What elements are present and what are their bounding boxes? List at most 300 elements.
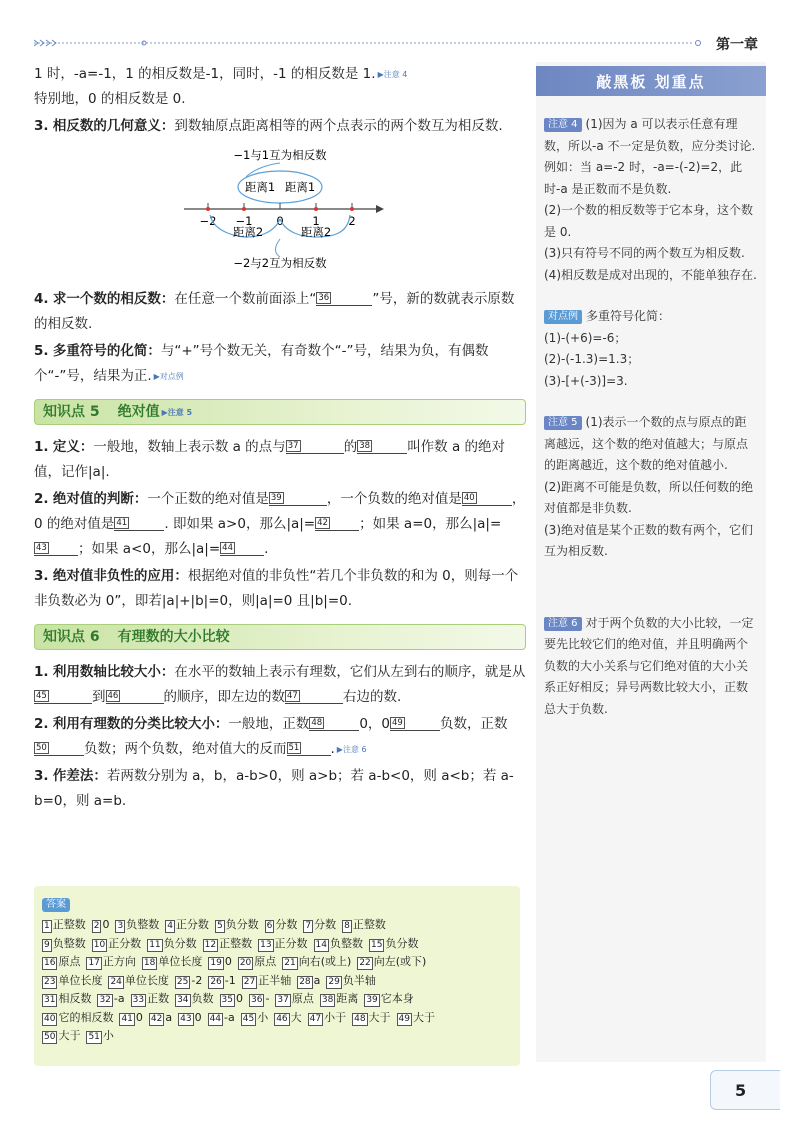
answer-key: 28 [299, 976, 311, 987]
blank-number: 45 [36, 691, 47, 701]
blank-number: 43 [36, 543, 47, 553]
answer-key: 3 [117, 921, 124, 931]
answer-item [342, 916, 386, 935]
fill-blank[interactable] [316, 291, 372, 306]
item-title: 相反数的几何意义： [52, 118, 175, 134]
fill-blank[interactable] [106, 689, 164, 704]
answer-key: 44 [209, 1013, 222, 1024]
answer-item [42, 916, 86, 935]
note-4-line-3: (3)只有符号不同的两个数互为相反数. [544, 246, 745, 260]
answer-row [42, 935, 512, 954]
item-number: 3. [34, 568, 49, 584]
page-footer [710, 1070, 780, 1110]
item-number: 3. [34, 118, 49, 134]
fill-blank[interactable] [34, 541, 78, 556]
item-text: ，一个负数的绝对值是 [326, 491, 462, 507]
answer-row [42, 972, 512, 991]
answer-key: 35 [221, 995, 233, 1005]
answer-value: 负半轴 [342, 973, 376, 987]
answer-value: 大于 [413, 1010, 435, 1024]
answer-key: 22 [359, 958, 371, 968]
answer-item [115, 916, 159, 935]
answer-value: 单位长度 [124, 973, 169, 987]
fill-blank[interactable] [220, 541, 264, 556]
answer-key: 20 [239, 958, 252, 968]
dist-left-bottom: 距离2 [232, 225, 264, 239]
abs-item-2 [34, 487, 526, 562]
answer-rows [42, 916, 512, 1046]
note-5-line-3: (3)绝对值是某个正数的数有两个，它们互为相反数. [544, 522, 753, 558]
fill-blank[interactable] [390, 716, 440, 731]
answer-item [42, 1009, 113, 1028]
answer-key: 9 [44, 939, 50, 950]
blank-number: 48 [311, 718, 323, 728]
answer-value: 它本身 [380, 992, 414, 1005]
answer-value: 小于 [324, 1010, 347, 1024]
answer-key: 10 [93, 939, 106, 950]
answer-item [203, 935, 252, 954]
note-4-tag: 注意 4 [544, 118, 582, 132]
note-ref[interactable]: ▶注意 6 [336, 745, 367, 754]
answer-item [108, 972, 168, 991]
item-text: 的顺序，即左边的数 [163, 689, 285, 705]
note-6-text: 对于两个负数的大小比较，一定要先比较它们的绝对值，并且明确两个负数的大小关系与它们绝对值的大小关系正好相反；异号两数比较大小，正数总大于负数. [544, 615, 754, 716]
answer-item [274, 1009, 301, 1028]
fill-blank[interactable] [286, 439, 344, 454]
item-text: 与“+”号个数无关，有奇数个“-”号，结果为负，有偶数个“-”号，结果为正. [34, 343, 489, 384]
answer-value: 正数 [147, 992, 170, 1005]
answer-key: 25 [176, 976, 189, 987]
answer-value: -2 [191, 973, 203, 987]
intro-line-1: 1 时，-a=-1，1 的相反数是-1，同时，-1 的相反数是 1. [34, 66, 376, 82]
answer-key: 33 [132, 995, 145, 1005]
bottom-bracket-curve [276, 239, 281, 257]
fill-blank[interactable] [309, 716, 359, 731]
answer-key: 42 [150, 1013, 163, 1024]
blank-number: 42 [317, 518, 328, 528]
tick-label-2: 2 [348, 214, 356, 228]
fill-blank[interactable] [285, 689, 343, 704]
answer-key: 4 [167, 921, 173, 931]
answer-item [86, 953, 135, 972]
item-5 [34, 339, 526, 389]
answer-value: 分数 [275, 918, 298, 931]
abs-item-3 [34, 564, 526, 614]
dist-left-top: 距离1 [244, 180, 276, 194]
answer-value: 负整数 [330, 936, 363, 950]
item-text: 一般地，正数 [228, 716, 310, 732]
answer-item [364, 990, 413, 1009]
answer-item [208, 953, 231, 972]
blank-number: 40 [463, 493, 475, 503]
item-text: ；如果 a<0，那么|a|= [78, 541, 221, 557]
answer-key: 32 [99, 995, 111, 1005]
blank-number: 46 [107, 691, 119, 701]
main-content [34, 62, 526, 816]
item-text: 右边的数. [343, 689, 402, 705]
answer-value: 单位长度 [58, 973, 103, 987]
item-text: 若两数分别为 a，b，a-b>0，则 a>b；若 a-b<0，则 a<b；若 a-b=0，则 a=b. [34, 768, 514, 809]
tick-label-neg1: −1 [235, 214, 253, 228]
item-text: 一般地，数轴上表示数 a 的点与 [93, 439, 286, 455]
item-title: 利用有理数的分类比较大小： [52, 716, 229, 732]
answer-value: 正方向 [102, 955, 136, 968]
sidebar-body [536, 96, 766, 720]
item-text: ”号，新的数就表示原数的相反数. [34, 291, 515, 332]
kp-name: 有理数的大小比较 [117, 628, 230, 645]
item-text: 在任意一个数前面添上“ [174, 291, 317, 307]
item-title: 绝对值的判断： [52, 491, 148, 507]
answer-key: 34 [177, 995, 189, 1005]
note-6-tag: 注意 6 [544, 617, 582, 631]
figure-bottom-label: −2与2互为相反数 [233, 256, 327, 270]
sidebar [536, 62, 766, 1062]
fill-blank[interactable] [114, 516, 164, 531]
item-title: 绝对值非负性的应用： [52, 568, 188, 584]
answer-item [178, 1009, 201, 1028]
answer-item [119, 1009, 142, 1028]
item-text: 的 [343, 439, 358, 455]
item-title: 多重符号的化简： [52, 343, 161, 359]
answer-row [42, 1009, 512, 1028]
item-text: 到 [92, 689, 106, 705]
answer-value: 正整数 [352, 918, 386, 931]
answer-key: 2 [93, 921, 100, 931]
blank-number: 38 [359, 441, 371, 451]
item-text: 一个正数的绝对值是 [147, 491, 269, 507]
item-text: 负数，正数 [440, 716, 508, 732]
answer-value: 大于 [368, 1010, 391, 1024]
answer-value: 正整数 [52, 918, 86, 931]
chapter-title: 第一章 [716, 37, 758, 53]
fill-blank[interactable] [269, 491, 327, 506]
answer-key: 49 [398, 1013, 410, 1024]
item-text: . 即如果 a>0，那么|a|= [164, 516, 316, 532]
fill-blank[interactable] [34, 741, 84, 756]
item-title: 利用数轴比较大小： [52, 664, 175, 680]
cmp-item-2 [34, 712, 526, 762]
answer-key: 5 [216, 921, 223, 931]
answer-value: 负整数 [126, 918, 160, 931]
note-4-line-1: (1)因为 a 可以表示任意有理数，所以-a 不一定是负数，应分类讨论. 例如：当 a=-2 时，-a=-(-2)=2，此时-a 是正数而不是负数. [544, 117, 756, 196]
tick-label-neg2: −2 [199, 214, 217, 228]
answer-item [147, 935, 196, 954]
answer-item [241, 1009, 268, 1028]
item-text: ，0 的绝对值是 [34, 491, 526, 532]
note-5-line-1: (1)表示一个数的点与原点的距离越远，这个数的绝对值越大；与原点的距离越近，这个数的绝对值越小. [544, 415, 749, 472]
kp-number: 知识点 5 [43, 403, 100, 420]
answer-key: 12 [204, 939, 217, 950]
answer-value: 0 [235, 992, 243, 1005]
answer-key: 47 [309, 1013, 322, 1024]
blank-number: 37 [287, 441, 299, 451]
note-6 [544, 613, 758, 721]
item-title: 作差法： [52, 768, 107, 784]
answer-item [42, 953, 80, 972]
item-number: 3. [34, 768, 49, 784]
answer-item [149, 1009, 172, 1028]
note-4-line-2: (2)一个数的相反数等于它本身，这个数是 0. [544, 203, 753, 239]
answer-value: -a [113, 992, 125, 1005]
answer-item [142, 953, 202, 972]
answer-value: 0 [135, 1010, 143, 1024]
answer-key: 50 [44, 1032, 56, 1042]
answer-key: 37 [277, 995, 289, 1005]
intro-line-2: 特别地，0 的相反数是 0. [34, 91, 186, 107]
answer-key: 14 [315, 939, 327, 950]
answer-value: 小 [257, 1010, 269, 1024]
answer-item [308, 1009, 346, 1028]
blank-number: 47 [287, 691, 298, 701]
knowledge-point-5-header [34, 399, 526, 425]
note-4 [544, 114, 758, 286]
knowledge-point-6-header [34, 624, 526, 650]
answer-value: 正分数 [274, 936, 308, 950]
answer-key: 21 [284, 958, 296, 968]
answer-item [258, 935, 307, 954]
answer-value: 距离 [336, 992, 359, 1005]
answer-item [97, 990, 124, 1009]
answer-row [42, 916, 512, 935]
answer-item [242, 972, 291, 991]
answer-item [352, 1009, 390, 1028]
answer-value: a [313, 973, 321, 987]
answer-item [314, 935, 363, 954]
answer-value: 原点 [291, 992, 314, 1005]
abs-item-1 [34, 435, 526, 485]
intro-paragraph [34, 62, 526, 112]
answer-item [208, 972, 235, 991]
answer-key: 1 [44, 921, 50, 931]
blank-number: 50 [36, 743, 47, 753]
answer-item [320, 990, 358, 1009]
answer-value: -1 [224, 973, 236, 987]
item-number: 1. [34, 664, 49, 680]
fill-blank[interactable] [287, 741, 331, 756]
fill-blank[interactable] [315, 516, 359, 531]
item-4 [34, 287, 526, 337]
blank-number: 44 [222, 543, 233, 553]
answer-key: 39 [366, 995, 378, 1005]
item-text: . [330, 741, 335, 757]
answer-value: 大 [290, 1010, 302, 1024]
item-title: 定义： [52, 439, 94, 455]
answer-item [326, 972, 375, 991]
number-line-figure [34, 141, 526, 281]
answer-row [42, 990, 512, 1009]
item-number: 5. [34, 343, 49, 359]
answer-item [42, 1027, 80, 1046]
note-5 [544, 412, 758, 563]
answer-item [42, 990, 91, 1009]
number-line-svg [34, 141, 526, 281]
answer-item [175, 972, 202, 991]
answer-value: 正半轴 [258, 973, 292, 987]
item-text: 0，0 [359, 716, 391, 732]
answer-key: 51 [88, 1032, 100, 1042]
answer-value: a [165, 1010, 173, 1024]
item-text: 根据绝对值的非负性“若几个非负数的和为 0，则每一个非负数必为 0”，即若|a|+|b|=0，则|a|=0 且|b|=0. [34, 568, 519, 609]
kp-name: 绝对值 [117, 403, 160, 420]
item-text: 在水平的数轴上表示有理数，它们从左到右的顺序，就是从 [174, 664, 526, 680]
answer-item [42, 935, 86, 954]
answer-value: 0 [194, 1010, 202, 1024]
cmp-item-1 [34, 660, 526, 710]
blank-number: 49 [392, 718, 403, 728]
answer-value: 向右(或上) [298, 955, 352, 968]
answer-item [357, 953, 426, 972]
answer-item [249, 990, 269, 1009]
answer-key: 19 [210, 958, 222, 968]
answer-item [92, 916, 110, 935]
tick-label-0: 0 [276, 214, 284, 228]
answer-key: 48 [354, 1013, 366, 1024]
answer-item [175, 990, 213, 1009]
item-text: 叫作数 a 的绝对值，记作|a|. [34, 439, 506, 480]
answer-key: 41 [121, 1013, 133, 1024]
answer-value: 原点 [254, 955, 277, 968]
answer-item [282, 953, 351, 972]
answer-item [369, 935, 418, 954]
answer-value: 向左(或下) [373, 955, 427, 968]
answer-key: 8 [344, 921, 350, 931]
item-number: 4. [34, 291, 49, 307]
answer-key: 36 [250, 995, 263, 1005]
item-text: 到数轴原点距离相等的两个点表示的两个数互为相反数. [174, 118, 503, 134]
answer-key: 11 [149, 939, 161, 950]
note-5-line-2: (2)距离不可能是负数，所以任何数的绝对值都是非负数. [544, 479, 753, 515]
answer-item [265, 916, 298, 935]
answer-key: 18 [143, 958, 156, 968]
answer-item [220, 990, 243, 1009]
answer-key: 29 [328, 976, 340, 987]
answer-value: 小 [102, 1029, 114, 1042]
answer-key: 46 [276, 1013, 288, 1024]
point-1 [314, 207, 318, 211]
answer-value: 负数 [191, 992, 214, 1005]
answer-value: 正整数 [219, 936, 253, 950]
answer-value: 单位长度 [158, 955, 203, 968]
fill-blank[interactable] [357, 439, 407, 454]
answer-item [297, 972, 320, 991]
answer-key: 23 [44, 976, 56, 987]
answer-key: 16 [44, 958, 56, 968]
blank-number: 39 [270, 493, 282, 503]
answer-item [86, 1027, 113, 1046]
answer-value: 大于 [58, 1029, 81, 1042]
point-neg1 [242, 207, 246, 211]
blank-number: 51 [288, 743, 300, 753]
blank-number: 36 [318, 293, 330, 303]
answer-value: 正分数 [108, 936, 142, 950]
answer-key: 45 [242, 1013, 255, 1024]
example-box [544, 306, 758, 392]
blank-number: 41 [116, 518, 128, 528]
kp-number: 知识点 6 [43, 628, 100, 645]
answer-value: 正分数 [175, 918, 209, 931]
answer-key: 17 [88, 958, 100, 968]
answer-item [397, 1009, 435, 1028]
answer-value: -a [224, 1010, 235, 1024]
sidebar-header [536, 66, 766, 96]
answer-key: 26 [210, 976, 222, 987]
answer-item [238, 953, 276, 972]
answer-item [131, 990, 169, 1009]
header-dotted-line [34, 38, 704, 48]
answer-key: 13 [260, 939, 272, 950]
item-text: 负数；两个负数，绝对值大的反而 [84, 741, 287, 757]
answer-item [92, 935, 141, 954]
item-text: ；如果 a=0，那么|a|= [359, 516, 502, 532]
answer-value: 原点 [58, 955, 81, 968]
fill-blank[interactable] [34, 689, 92, 704]
answer-item [303, 916, 336, 935]
item-3 [34, 114, 526, 139]
answer-item [208, 1009, 235, 1028]
answer-value: 负整数 [52, 936, 86, 950]
point-neg2 [206, 207, 210, 211]
item-number: 1. [34, 439, 49, 455]
answer-label: 答案 [42, 898, 70, 912]
sidebar-title: 敲黑板 划重点 [596, 72, 706, 91]
fill-blank[interactable] [462, 491, 512, 506]
example-line-1: (1)-(+6)=-6； [544, 330, 627, 345]
answer-item [275, 990, 313, 1009]
cmp-item-3 [34, 764, 526, 814]
answer-value: 它的相反数 [58, 1010, 114, 1024]
answer-key: 38 [321, 995, 334, 1005]
answer-key: 24 [110, 976, 122, 987]
answer-key: 15 [371, 939, 383, 950]
example-title: 多重符号化简： [586, 309, 671, 323]
answer-key: 7 [305, 921, 312, 931]
page-number: 5 [735, 1081, 747, 1100]
example-line-3: (3)-[+(-3)]=3. [544, 373, 628, 388]
note-4-line-4: (4)相反数是成对出现的，不能单独存在. [544, 267, 757, 282]
answer-value: - [265, 992, 270, 1005]
answer-value: 分数 [314, 918, 337, 931]
kp-note-ref[interactable]: ▶注意 5 [161, 407, 193, 417]
answer-value: 负分数 [385, 936, 419, 950]
answer-value: 负分数 [225, 918, 259, 931]
answer-item [42, 972, 102, 991]
answer-value: 相反数 [58, 992, 92, 1005]
item-text: . [264, 541, 269, 557]
example-line-2: (2)-(-1.3)=1.3； [544, 352, 640, 366]
note-5-tag: 注意 5 [544, 416, 582, 430]
answer-row [42, 953, 512, 972]
answer-item [165, 916, 209, 935]
answer-key: 31 [44, 995, 56, 1005]
tick-label-1: 1 [312, 214, 320, 228]
answer-value: 0 [102, 918, 110, 931]
figure-top-label: −1与1互为相反数 [233, 148, 327, 162]
answer-box [34, 886, 520, 1066]
item-title: 求一个数的相反数： [52, 291, 175, 307]
item-number: 2. [34, 716, 49, 732]
dist-right-top: 距离1 [284, 180, 316, 194]
answer-key: 40 [44, 1013, 56, 1024]
answer-item [215, 916, 259, 935]
point-2 [350, 207, 354, 211]
answer-key: 27 [243, 976, 256, 987]
answer-key: 6 [266, 921, 273, 931]
answer-value: 负分数 [163, 936, 197, 950]
number-line-arrow [376, 205, 384, 213]
intro-note-ref[interactable]: ▶注意 4 [377, 70, 408, 79]
example-ref[interactable]: ▶对点例 [153, 372, 184, 381]
answer-value: 0 [224, 955, 232, 968]
